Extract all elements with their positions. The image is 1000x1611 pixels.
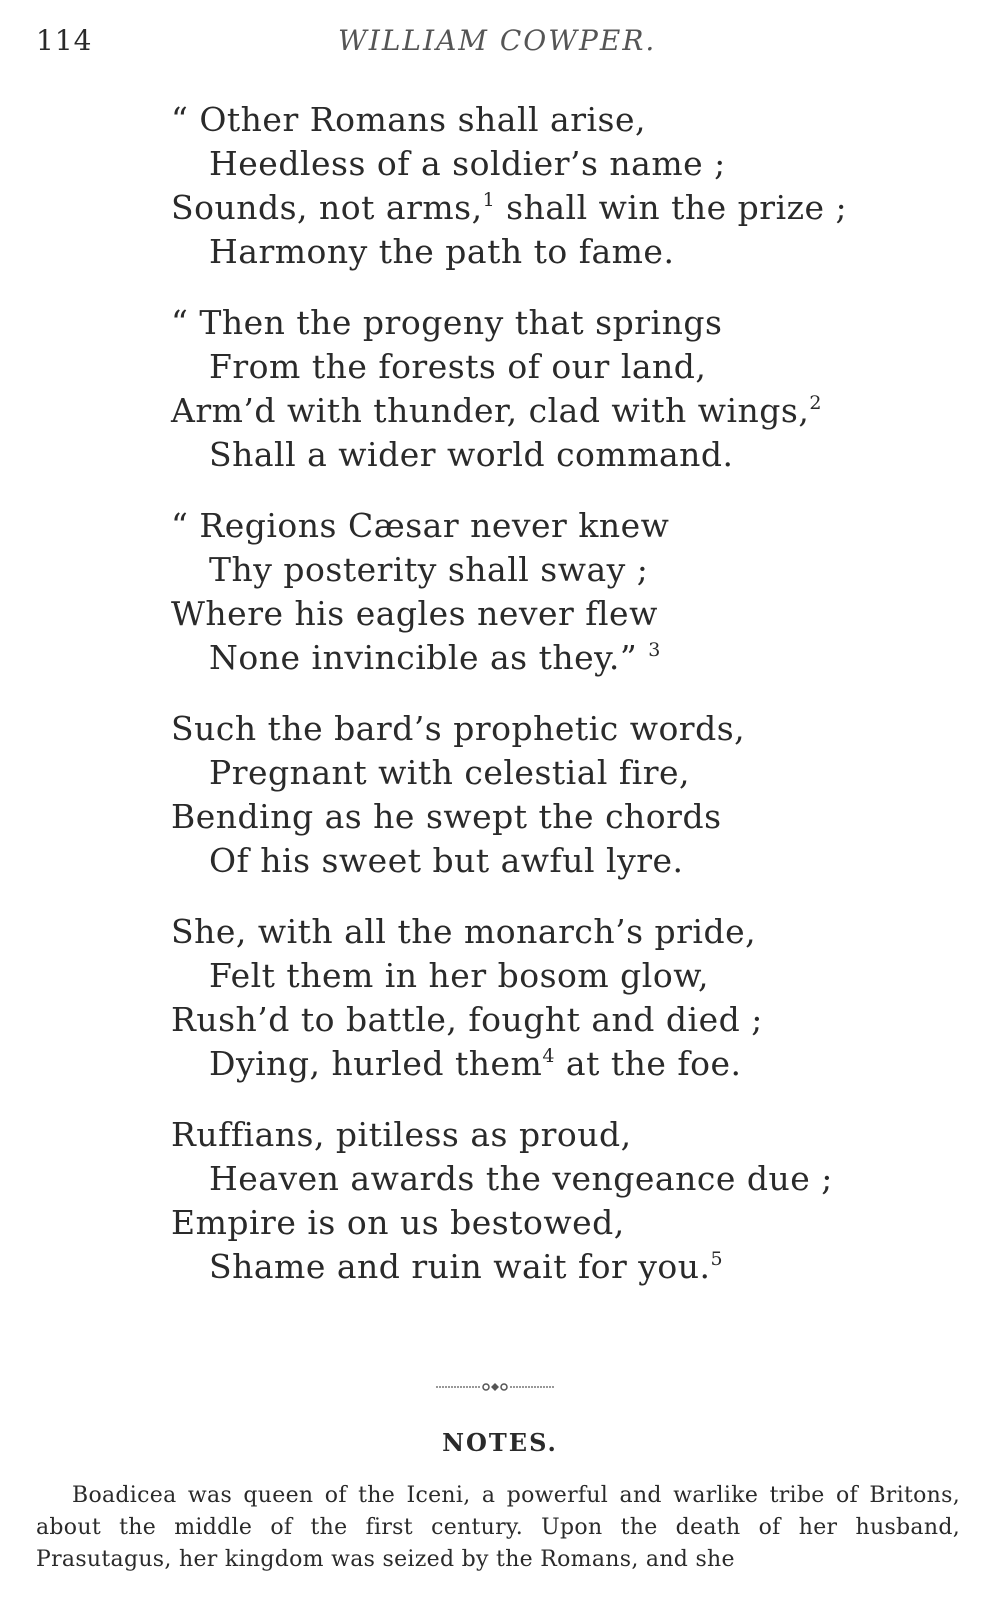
poem-line-text: Of his sweet but awful lyre. bbox=[209, 841, 684, 880]
stanza bbox=[171, 707, 931, 883]
page-header bbox=[0, 20, 1000, 60]
poem-line bbox=[171, 186, 931, 230]
poem-line-text: Sounds, not arms, bbox=[171, 188, 483, 227]
poem-line bbox=[171, 1201, 931, 1245]
footnote-marker: 2 bbox=[809, 392, 822, 414]
poem-line bbox=[171, 707, 931, 751]
notes-heading: NOTES. bbox=[442, 1428, 558, 1457]
poem-line bbox=[171, 98, 931, 142]
stanza bbox=[171, 910, 931, 1086]
poem-line bbox=[171, 910, 931, 954]
poem-line-text: “ Regions Cæsar never knew bbox=[171, 506, 670, 545]
poem-line bbox=[171, 142, 931, 186]
poem-line bbox=[171, 230, 931, 274]
page-number: 114 bbox=[36, 24, 93, 57]
poem-line bbox=[171, 504, 931, 548]
poem-line-text: Heedless of a soldier’s name ; bbox=[209, 144, 726, 183]
footnote-marker: 5 bbox=[710, 1248, 724, 1270]
poem-line bbox=[171, 1157, 931, 1201]
poem-line-text: Shall a wider world command. bbox=[209, 435, 734, 474]
poem-line bbox=[171, 433, 931, 477]
poem bbox=[171, 98, 931, 1289]
poem-line-text: Heaven awards the vengeance due ; bbox=[209, 1159, 833, 1198]
poem-line bbox=[171, 345, 931, 389]
running-title: WILLIAM COWPER. bbox=[338, 24, 657, 57]
footnote-marker: 3 bbox=[648, 639, 661, 661]
poem-line-text: Dying, hurled them bbox=[209, 1044, 543, 1083]
stanza bbox=[171, 98, 931, 274]
poem-line-text: Thy posterity shall sway ; bbox=[209, 550, 649, 589]
poem-line-text: Pregnant with celestial fire, bbox=[209, 753, 690, 792]
poem-line bbox=[171, 954, 931, 998]
poem-line-text: She, with all the monarch’s pride, bbox=[171, 912, 757, 951]
poem-line-text: “ Other Romans shall arise, bbox=[171, 100, 647, 139]
notes-body: Boadicea was queen of the Iceni, a powerful and warlike tribe of Britons, about the middle of the first century. Upon the death of her husband, Prasutagus, her kingdom was seized by the Romans, and she bbox=[36, 1483, 960, 1572]
poem-line bbox=[171, 1245, 931, 1289]
poem-line-text: Empire is on us bestowed, bbox=[171, 1203, 625, 1242]
poem-line bbox=[171, 636, 931, 680]
poem-line-text: From the forests of our land, bbox=[209, 347, 707, 386]
poem-line-text: Arm’d with thunder, clad with wings, bbox=[171, 391, 810, 430]
poem-line bbox=[171, 751, 931, 795]
footnote-marker: 4 bbox=[542, 1045, 555, 1067]
poem-line bbox=[171, 1113, 931, 1157]
poem-line-text: None invincible as they.” bbox=[209, 638, 649, 677]
stanza bbox=[171, 301, 931, 477]
poem-line-text-continued: shall win the prize ; bbox=[495, 188, 848, 227]
poem-line-text: Felt them in her bosom glow, bbox=[209, 956, 710, 995]
poem-line-text: Harmony the path to fame. bbox=[209, 232, 675, 271]
poem-line bbox=[171, 998, 931, 1042]
poem-line bbox=[171, 592, 931, 636]
poem-line bbox=[171, 839, 931, 883]
ornament-divider-icon bbox=[436, 1380, 554, 1394]
poem-line-text: Rush’d to battle, fought and died ; bbox=[171, 1000, 763, 1039]
poem-line-text: Bending as he swept the chords bbox=[171, 797, 722, 836]
poem-line-text-continued: at the foe. bbox=[554, 1044, 742, 1083]
poem-line-text: Where his eagles never flew bbox=[171, 594, 658, 633]
poem-line-text: Shame and ruin wait for you. bbox=[209, 1247, 711, 1286]
poem-line-text: Such the bard’s prophetic words, bbox=[171, 709, 746, 748]
poem-line-text: Ruffians, pitiless as proud, bbox=[171, 1115, 632, 1154]
poem-line bbox=[171, 1042, 931, 1086]
stanza bbox=[171, 504, 931, 680]
stanza bbox=[171, 1113, 931, 1289]
poem-line bbox=[171, 548, 931, 592]
poem-line bbox=[171, 389, 931, 433]
poem-line bbox=[171, 795, 931, 839]
poem-line bbox=[171, 301, 931, 345]
poem-line-text: “ Then the progeny that springs bbox=[171, 303, 723, 342]
footnote-marker: 1 bbox=[482, 189, 496, 211]
